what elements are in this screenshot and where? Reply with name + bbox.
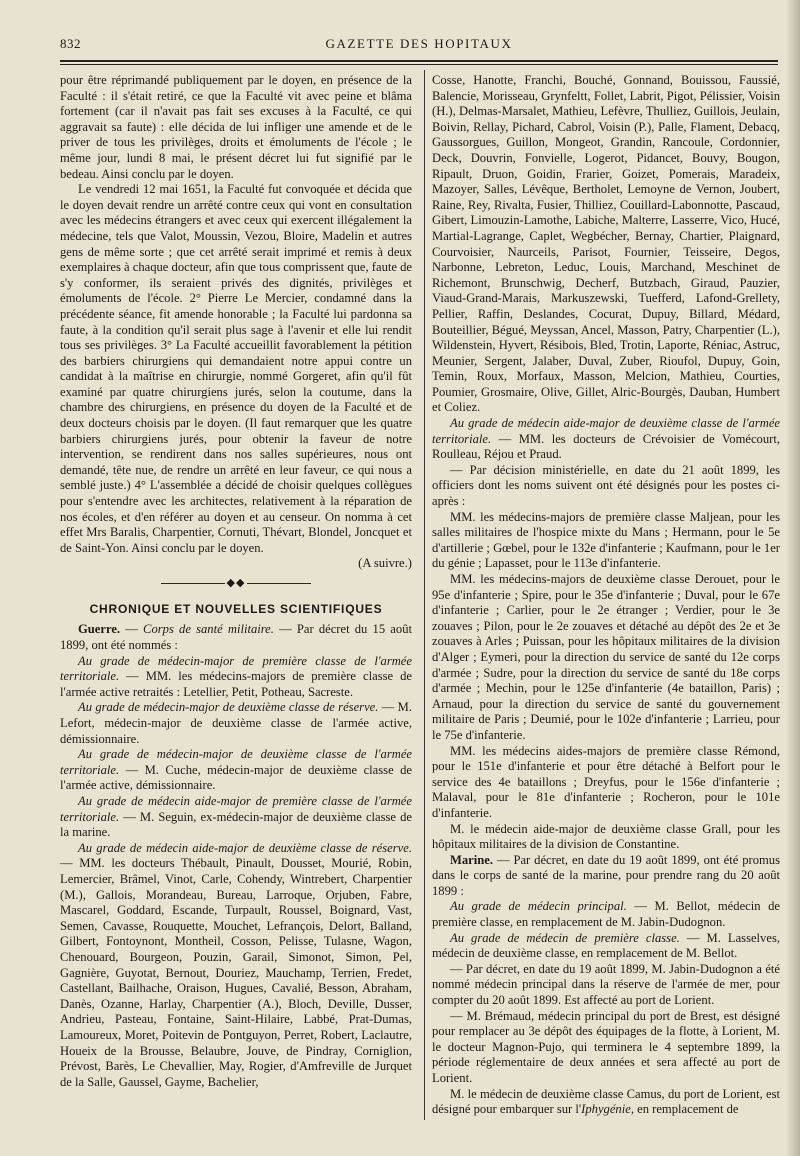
section-title: CHRONIQUE ET NOUVELLES SCIENTIFIQUES xyxy=(89,602,383,617)
ornament-rule xyxy=(161,583,225,584)
news-text: — M. Lasselves, médecin de deuxième classe, en remplacement de M. Bellot. xyxy=(432,930,780,961)
paragraph: Le vendredi 12 mai 1651, la Faculté fut convoquée et décida que le doyen devait rendre un arrêté contre ceux qui vont en consultation avec les médecins étrangers et avec ceux qui exercent illégalement la médecine, tels que Valot, Moussin, Vezou, Bloire, Madelin et autres gens de même sorte ; que cet arrêté serait imprimé et remis à deux exemplaires à chaque docteur, afin que tous comprissent que, faute de s'y conformer, ils seraient privés des dignités, privilèges et émoluments de l'école. 2° Pierre Le Mercier, condamné dans la précédente séance, fit amende honorable ; la Faculté lui pardonna sa faute, à la condition qu'il serait plus sage à l'avenir et elle lui rendit tous ses privilèges. 3° La Faculté accueillit favorablement la pétition des barbiers chirurgiens qui demandaient notre appui contre un candidat à la maîtrise en chirurgie, nommé Gorgeret, afin qu'il fût examiné par quatre chirurgiens jurés, selon la coutume, dans la chambre des chirurgiens, en présence du doyen de la Faculté et de deux docteurs choisis par le doyen. (Il faut remarquer que les quatre barbiers chirurgiens jurés, pour obtenir la faveur de notre intervention, se rendirent dans nos salles supérieures, nous ont demandé, tête nue, de rendre un arrêté en leur faveur, ce qui nous a semblé juste.) 4° L'assemblée a décidé de choisir quelques collègues pour s'entendre avec les architectes, relativement à la réparation de nos écoles, et d'en référer au doyen et au censeur. On nomma à cet effet Mrs Baralis, Charpentier, Cornuti, Thévart, Blondel, Joncquet et de Saint-Yon. Ainsi conclu par le doyen. xyxy=(60,182,412,555)
header-rule-thick xyxy=(60,60,778,62)
paragraph: MM. les médecins aides-majors de première classe Rémond, pour le 151e d'infanterie et pour être détaché à Belfort pour le service des 4e bataillons ; Dreyfus, pour le 156e d'infanterie ; Malaval, pour le 81e d'infanterie ; Rocheron, pour le 101e d'infanterie. xyxy=(432,743,780,820)
paragraph: pour être réprimandé publiquement par le doyen, en présence de la Faculté : il s'était retiré, ce que la Faculté vit avec peine et blâma fortement (car il n'avait pas fait ses excuses à la Faculté, ce qui aggravait sa faute) : elle décida de lui infliger une amende et de le priver de tous les privilèges, droits et émoluments de l'école ; le même jour, lundi 8 mai, le présent décret lui fut signifié par le bedeau. Ainsi conclu par le doyen. xyxy=(60,73,412,181)
ornament-glyph: ◆◆ xyxy=(226,577,246,590)
rubric-label: Marine. xyxy=(450,852,494,867)
grade-heading: Au grade de médecin aide-major de deuxième classe de l'armée territoriale. xyxy=(432,416,780,446)
paragraph: M. le médecin aide-major de deuxième classe Grall, pour les hôpitaux militaires de la division de Constantine. xyxy=(432,821,780,852)
paragraph: — Par décision ministérielle, en date du 21 août 1899, les officiers dont les noms suivent ont été désignés pour les postes ci-après : xyxy=(432,462,780,509)
news-text: — M. Cuche, médecin-major de deuxième classe de l'armée active, démissionnaire. xyxy=(60,762,412,793)
news-text: — M. Bellot, médecin de première classe, en remplacement de M. Jabin-Dudognon. xyxy=(432,899,780,930)
paragraph: MM. les médecins-majors de première classe Maljean, pour les salles militaires de l'hospice mixte du Mans ; Hermann, pour le 5e d'artillerie ; Gœbel, pour le 132e d'infanterie ; Kaufmann, pour le 1er du génie ; Lapasset, pour le 113e d'infanterie. xyxy=(432,509,780,571)
news-text: — M. Lefort, médecin-major de deuxième classe de l'armée active, démissionnaire. xyxy=(60,700,412,746)
right-column xyxy=(432,73,780,1118)
news-item xyxy=(432,853,780,900)
news-item xyxy=(432,1087,780,1118)
grade-heading: Au grade de médecin-major de deuxième classe de réserve. xyxy=(78,700,379,715)
ship-name: Iphygénie xyxy=(581,1102,631,1117)
left-column xyxy=(60,73,412,1090)
grade-heading: Au grade de médecin aide-major de deuxième classe de réserve. xyxy=(78,840,412,855)
news-item: Guerre. — Corps de santé militaire. — Par décret du 15 août 1899, ont été nommés : xyxy=(60,622,412,653)
news-text: M. le médecin de deuxième classe Camus, du port de Lorient, est désigné pour embarquer sur l' xyxy=(432,1086,780,1117)
news-item xyxy=(60,794,412,841)
news-text: — MM. les médecins-majors de première classe de l'armée active retraités : Letellier, Petit, Potheau, Sacreste. xyxy=(60,669,412,699)
news-item xyxy=(60,654,412,701)
grade-heading: Au grade de médecin principal. xyxy=(450,899,627,914)
journal-title: GAZETTE DES HOPITAUX xyxy=(325,36,513,51)
separator-ornament xyxy=(60,576,412,590)
news-text: — MM. les docteurs Thébault, Pinault, Dousset, Mourié, Robin, Lemercier, Brâmel, Vinot, Carle, Cohendy, Wintrebert, Charpentier (M.), Gallois, Morandeau, Bureau, Larroque, Orjuben, Fabre, Mascarel, Goddard, Escande, Turpault, Roussel, Boignard, Vast, Semen, Cavasse, Rouquette, Mouchet, Lefrançois, Delort, Balland, Gilbert, Fontoynont, Montheil, Cosson, Pelisse, Tulasne, Wagon, Chenouard, Bourgeon, Pouzin, Garail, Simonot, Simon, Pel, Gagnière, Guyotat, Bernout, Douriez, Mauchamp, Terrien, Fredet, Castellant, Bailhache, Oraison, Hugues, Cavalié, Besson, Abraham, Danès, Ozanne, Harlay, Charpentier (A.), Bloch, Deville, Dusser, Andrieu, Pasteau, Fontaine, Saint-Hilaire, Labbé, Prat-Dumas, Lamoureux, Moret, Poitevin de Pontguyon, Perret, Robert, Laclautre, Houeix de la Brousse, Belaubre, Jouve, de Pindray, Corniglion, Prévost, Barès, Le Chevallier, May, Rogier, d'Amfreville de Jurquet de la Salle, Gaussel, Gayme, Bachelier, xyxy=(60,856,412,1089)
header-rule-thin xyxy=(60,64,778,65)
to-be-continued: (A suivre.) xyxy=(358,556,412,571)
rubric-subtitle: Corps de santé militaire. xyxy=(143,622,274,637)
news-item xyxy=(432,416,780,463)
news-text: — M. Seguin, ex-médecin-major de deuxième classe de la marine. xyxy=(60,809,412,840)
news-item xyxy=(60,747,412,794)
news-item xyxy=(60,700,412,747)
column-divider xyxy=(424,70,425,1120)
grade-heading: Au grade de médecin-major de deuxième classe de l'armée territoriale. xyxy=(60,747,412,777)
grade-heading: Au grade de médecin-major de première classe de l'armée territoriale. xyxy=(60,653,412,684)
page-header xyxy=(60,36,778,56)
paragraph: MM. les médecins-majors de deuxième classe Derouet, pour le 95e d'infanterie ; Spire, pour le 35e d'infanterie ; Duval, pour le 67e d'infanterie ; Carlier, pour le 2e étranger ; Verdier, pour le 3e zouaves ; Pilon, pour le 2e zouaves et détaché au dépôt des 2e et 3e zouaves à Arles ; Puissan, pour les hôpitaux militaires de la division d'Alger ; Eymeri, pour la direction du service de santé du 12e corps d'armée ; Sudre, pour la direction du service de santé du 18e corps d'armée ; Mechin, pour le 125e d'infanterie (4e bataillon, Paris) ; Arnaud, pour la direction du service de santé du gouvernement militaire de Paris ; Deumié, pour le 102e d'infanterie ; Larrieu, pour le 75e d'infanterie. xyxy=(432,572,780,742)
news-item xyxy=(432,899,780,930)
paragraph: Cosse, Hanotte, Franchi, Bouché, Gonnand, Bouissou, Faussié, Balencie, Morisseau, Grynfeltt, Follet, Labrit, Pigot, Pélissier, Voisin (H.), Delmas-Marsalet, Mathieu, Lefèvre, Thulliez, Guillois, Jeulain, Boivin, Rellay, Pichard, Cabrol, Voisin (P.), Palle, Flament, Debacq, Gaussorgues, Guillon, Mongeot, Grandin, Rancoule, Cordonnier, Deck, Douvrin, Fonvielle, Logerot, Pidancet, Bouvy, Bougon, Ripault, Druon, Goidin, Frarier, Goizet, Pomerais, Maradeix, Mazoyer, Salles, Lévêque, Bertholet, Lemoyne de Vernon, Joubert, Raine, Rey, Rivalta, Fusier, Thilliez, Couillard-Labonnotte, Pascaud, Gibert, Limouzin-Lamothe, Labiche, Malterre, Lasserre, Vico, Hucé, Martial-Lagrange, Caplet, Wegbécher, Bernay, Chartier, Plaignard, Courvoisier, Naurceils, Parisot, Fournier, Teisseire, Degos, Narbonne, Lebreton, Leduc, Louis, Marchand, Meschinet de Richemont, Brunschwig, Decherf, Butzbach, Giraud, Pauzier, Viaud-Grand-Marais, Markuszewski, Tuefferd, Lafond-Grellety, Pellier, Raffin, Deslandes, Cocurat, Dupuy, Billard, Médard, Bouteillier, Bégué, Meyssan, Ancel, Masson, Patry, Charpentier (L.), Wildenstein, Hyvert, Résibois, Bled, Trotin, Laporte, Réniac, Astruc, Meunier, Sergent, Jalaber, Duval, Zuber, Rioufol, Dupuy, Goin, Temin, Roux, Morfaux, Masson, Melcion, Mathieu, Courties, Poumier, Grosmaire, Olive, Gillet, Alric-Bourgès, Dauban, Humbert et Coliez. xyxy=(432,73,780,415)
news-text: — Par décret, en date du 19 août 1899, ont été promus dans le corps de santé de la marine, pour prendre rang du 20 août 1899 : xyxy=(432,852,780,898)
rubric-label: Guerre. xyxy=(78,622,121,637)
grade-heading: Au grade de médecin aide-major de première classe de l'armée territoriale. xyxy=(60,794,412,824)
news-text: , en remplacement de xyxy=(630,1102,739,1117)
news-item xyxy=(432,931,780,962)
paragraph: — Par décret, en date du 19 août 1899, M. Jabin-Dudognon a été nommé médecin principal dans la réserve de l'armée de mer, pour compter du 20 août 1899. Est affecté au port de Lorient. xyxy=(432,961,780,1008)
news-text: — Par décret du 15 août 1899, ont été nommés : xyxy=(60,622,412,653)
page-number: 832 xyxy=(60,36,81,51)
news-text: — MM. les docteurs de Crévoisier de Vomécourt, Roulleau, Réjou et Praud. xyxy=(432,431,780,462)
page-edge-shadow xyxy=(786,0,800,1156)
grade-heading: Au grade de médecin de première classe. xyxy=(450,930,680,945)
paragraph: — M. Brémaud, médecin principal du port de Brest, est désigné pour remplacer au 3e dépôt des équipages de la flotte, à Lorient, M. le docteur Magnon-Pujo, qui terminera le 4 septembre 1899, la période réglementaire de deux années et sera affecté au port de Lorient. xyxy=(432,1008,780,1085)
ornament-rule xyxy=(247,583,311,584)
news-item xyxy=(60,841,412,1091)
